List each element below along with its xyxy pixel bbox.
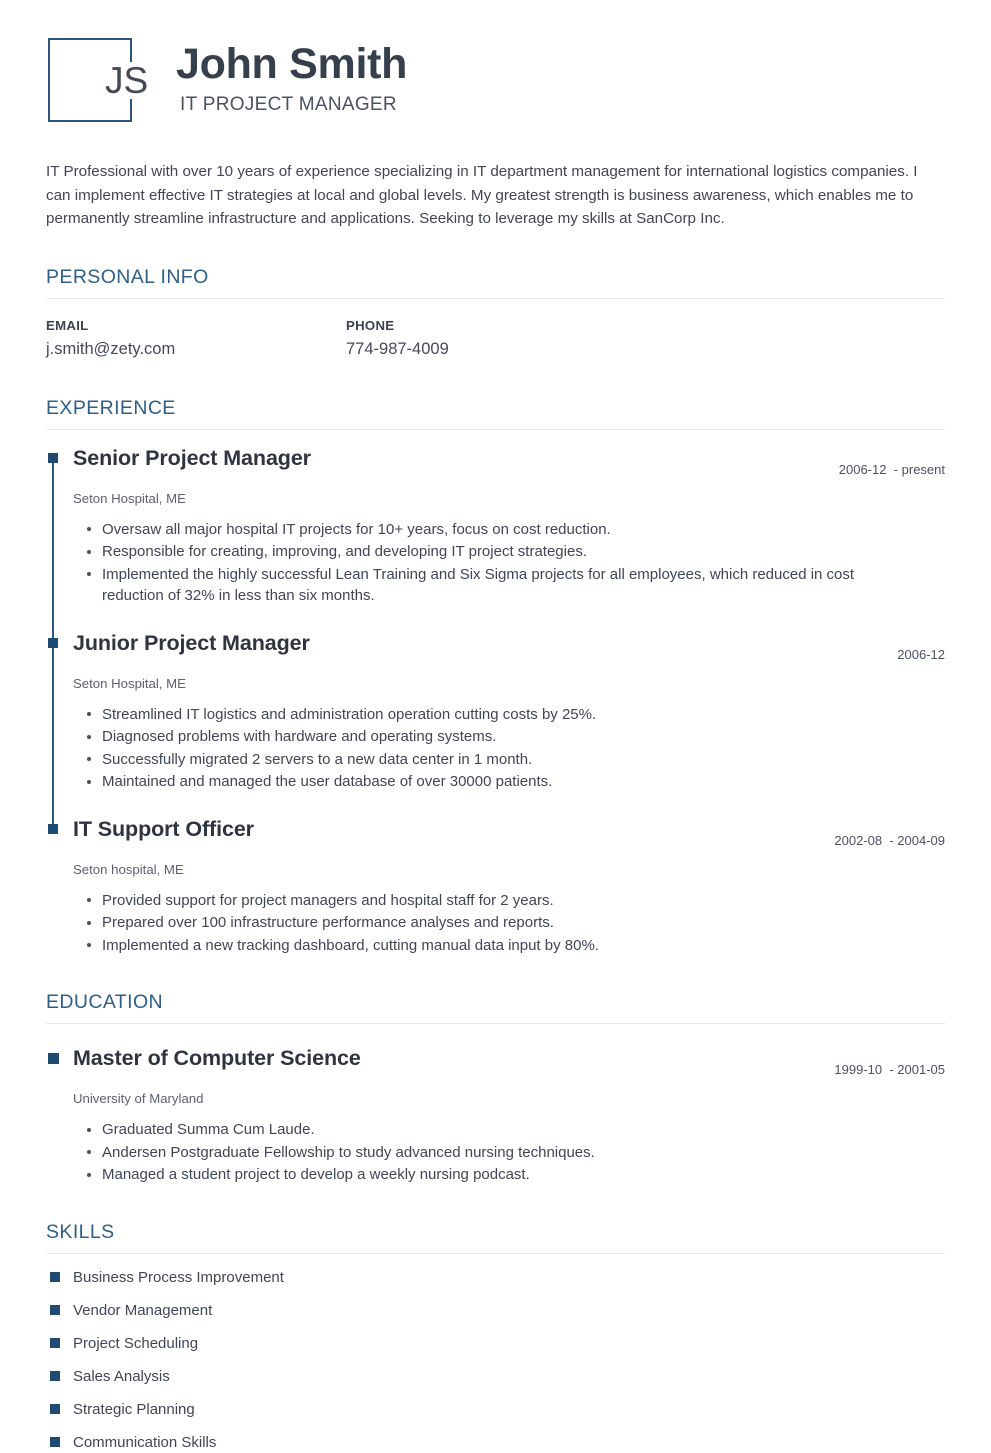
entry-header xyxy=(73,629,945,669)
professional-summary: IT Professional with over 10 years of experience specializing in IT department management for international logistics companies. I can implement effective IT strategies at local and global levels. My greatest strength is business awareness, which enables me to permanently streamline infrastructure and applications. Seeking to leverage my skills at SanCorp Inc. xyxy=(46,163,918,227)
skill-label: Vendor Management xyxy=(73,1301,213,1319)
entry-bullet-list xyxy=(73,519,945,607)
entry-organization: Seton Hospital, ME xyxy=(73,490,186,506)
skill-item xyxy=(46,1433,945,1453)
section-divider xyxy=(46,298,945,299)
monogram-initials: JS xyxy=(102,62,151,99)
entry-header xyxy=(73,444,945,484)
skills-list xyxy=(46,1268,945,1453)
skill-square-bullet-icon xyxy=(50,1272,60,1282)
skill-label: Communication Skills xyxy=(73,1433,217,1451)
phone-block xyxy=(346,317,646,362)
section-personal-info xyxy=(46,265,945,362)
education-entry-list xyxy=(46,1044,945,1186)
skill-label: Strategic Planning xyxy=(73,1400,195,1418)
section-title-education: EDUCATION xyxy=(46,991,163,1013)
entry-organization: Seton Hospital, ME xyxy=(73,675,186,691)
page-title: John Smith xyxy=(176,40,408,88)
section-divider xyxy=(46,1253,945,1254)
entry-bullet-list xyxy=(73,1119,945,1186)
email-block xyxy=(46,317,346,362)
experience-entry-list xyxy=(46,444,945,957)
entry-organization: University of Maryland xyxy=(73,1091,204,1106)
entry-header xyxy=(73,815,945,855)
phone-value[interactable]: 774-987-4009 xyxy=(346,339,449,358)
skill-label: Project Scheduling xyxy=(73,1334,199,1352)
entry-bullet-list xyxy=(73,890,945,957)
skill-square-bullet-icon xyxy=(50,1437,60,1447)
resume-header xyxy=(46,0,945,115)
entry-date: 2006-12 xyxy=(897,646,945,662)
list-item: Andersen Postgraduate Fellowship to study advanced nursing techniques. xyxy=(102,1142,892,1164)
skill-square-bullet-icon xyxy=(50,1305,60,1315)
skill-square-bullet-icon xyxy=(50,1404,60,1414)
entry-square-bullet-icon xyxy=(48,638,58,648)
list-item: Streamlined IT logistics and administration operation cutting costs by 25%. xyxy=(102,704,892,726)
section-title-experience: EXPERIENCE xyxy=(46,396,176,419)
entry-square-bullet-icon xyxy=(48,453,58,463)
experience-timeline xyxy=(46,444,945,957)
skill-label: Sales Analysis xyxy=(73,1367,170,1385)
section-title-personal-info: PERSONAL INFO xyxy=(46,265,209,288)
list-item: Prepared over 100 infrastructure performance analyses and reports. xyxy=(102,912,892,934)
entry-date: 2006-12 - present xyxy=(838,461,945,477)
list-item: Successfully migrated 2 servers to a new data center in 1 month. xyxy=(102,749,892,771)
list-item: Oversaw all major hospital IT projects for 10+ years, focus on cost reduction. xyxy=(102,519,892,541)
entry-square-bullet-icon xyxy=(48,1053,59,1064)
entry-date: 2002-08 - 2004-09 xyxy=(834,832,945,848)
list-item: Provided support for project managers and hospital staff for 2 years. xyxy=(102,890,892,912)
section-title-skills: SKILLS xyxy=(46,1220,115,1243)
section-divider xyxy=(46,429,945,430)
entry-bullet-list xyxy=(73,704,945,793)
education-entry xyxy=(46,1044,945,1186)
list-item: Implemented a new tracking dashboard, cutting manual data input by 80%. xyxy=(102,935,892,957)
section-divider xyxy=(46,1023,945,1024)
skill-item xyxy=(46,1400,945,1420)
section-education xyxy=(46,990,945,1186)
list-item: Managed a student project to develop a weekly nursing podcast. xyxy=(102,1164,892,1186)
section-skills xyxy=(46,1220,945,1453)
phone-label: PHONE xyxy=(346,317,395,333)
list-item: Maintained and managed the user database of over 30000 patients. xyxy=(102,771,892,793)
entry-square-bullet-icon xyxy=(48,824,58,834)
experience-entry xyxy=(46,815,945,957)
skill-item xyxy=(46,1334,945,1354)
skill-item xyxy=(46,1301,945,1321)
skill-square-bullet-icon xyxy=(50,1338,60,1348)
entry-title: Junior Project Manager xyxy=(73,630,310,655)
experience-entry xyxy=(46,444,945,607)
entry-title: IT Support Officer xyxy=(73,816,254,841)
skill-item xyxy=(46,1268,945,1288)
skill-label: Business Process Improvement xyxy=(73,1268,284,1286)
section-experience xyxy=(46,396,945,957)
list-item: Diagnosed problems with hardware and operating systems. xyxy=(102,726,892,748)
monogram-logo xyxy=(46,36,176,128)
entry-title: Master of Computer Science xyxy=(73,1046,361,1070)
email-label: EMAIL xyxy=(46,317,89,333)
list-item: Graduated Summa Cum Laude. xyxy=(102,1119,892,1141)
entry-date: 1999-10 - 2001-05 xyxy=(834,1062,945,1077)
entry-header xyxy=(73,1044,945,1084)
name-block xyxy=(176,36,407,118)
list-item: Implemented the highly successful Lean Training and Six Sigma projects for all employees, which reduced in cost reduction of 32% in less than six months. xyxy=(102,564,892,607)
entry-title: Senior Project Manager xyxy=(73,445,311,470)
entry-organization: Seton hospital, ME xyxy=(73,861,184,877)
contact-row xyxy=(46,317,945,362)
experience-entry xyxy=(46,629,945,793)
header-job-title: IT PROJECT MANAGER xyxy=(180,94,397,115)
list-item: Responsible for creating, improving, and developing IT project strategies. xyxy=(102,541,892,563)
skill-item xyxy=(46,1367,945,1387)
skill-square-bullet-icon xyxy=(50,1371,60,1381)
email-value[interactable]: j.smith@zety.com xyxy=(46,339,176,358)
